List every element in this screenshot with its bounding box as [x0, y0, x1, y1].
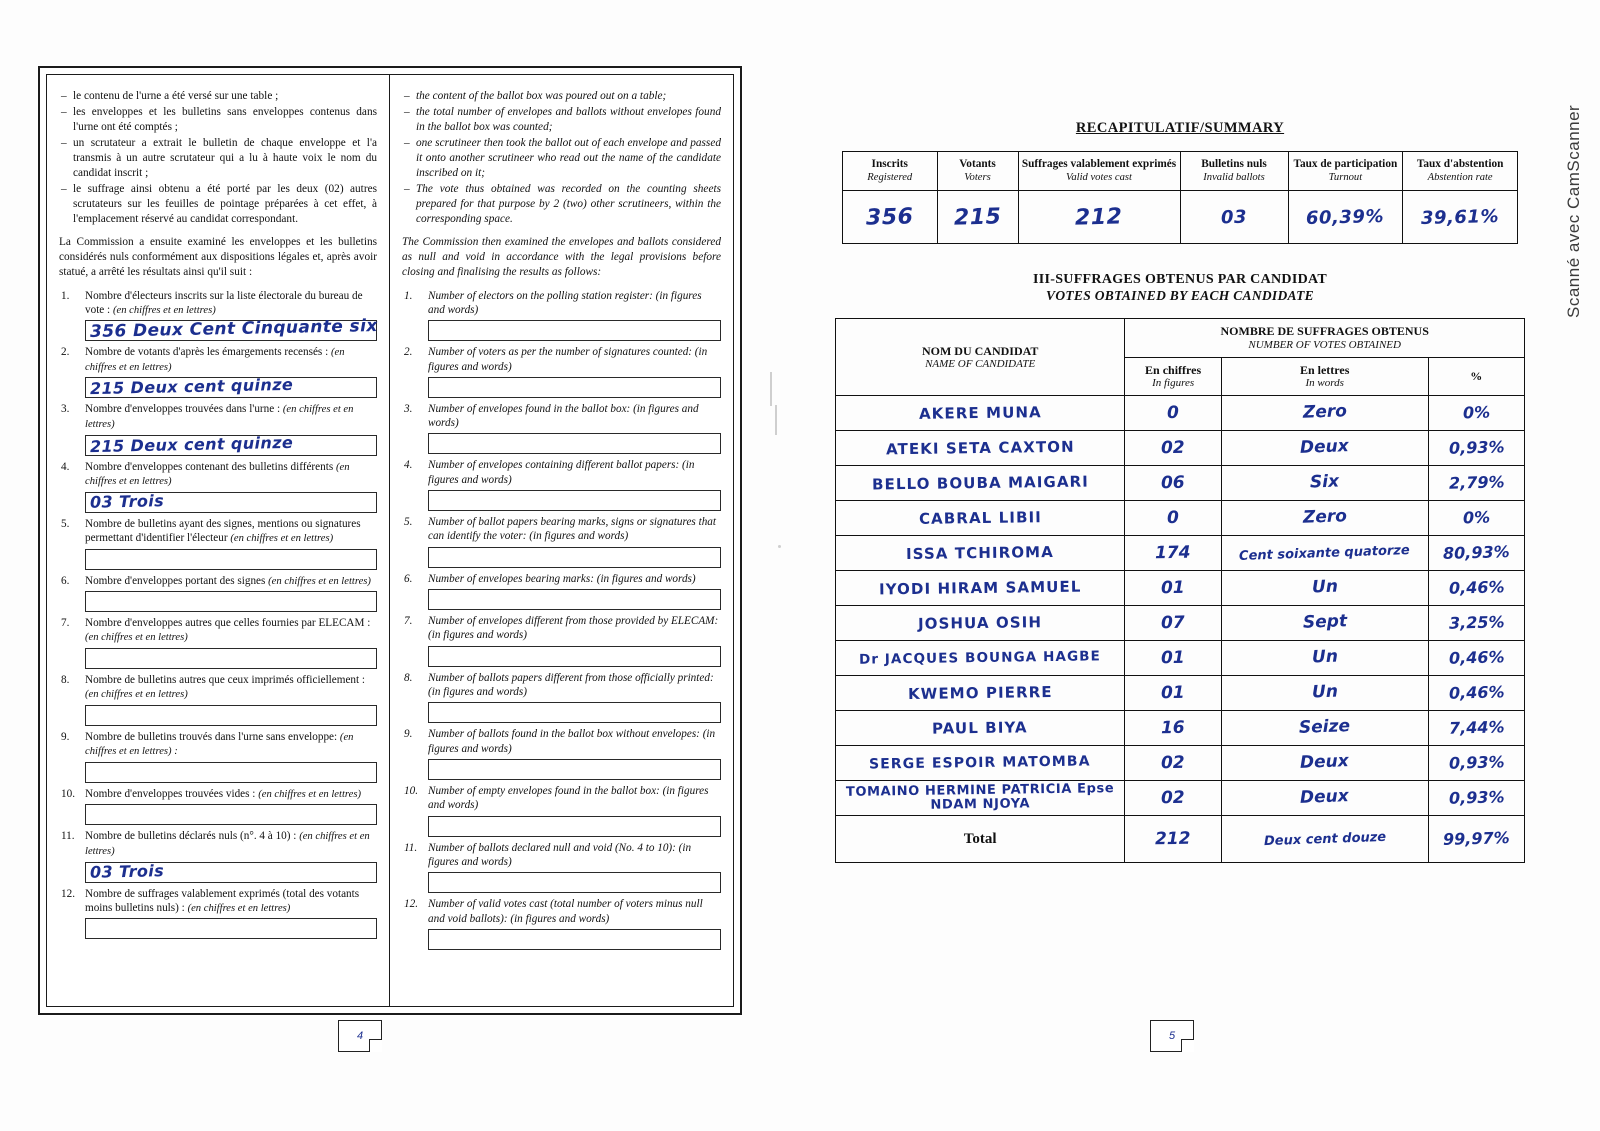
- summary-header-voters: Votants Voters: [937, 152, 1018, 191]
- form-item-label: Number of ballots papers different from those officially printed: (in figures and words): [428, 671, 714, 699]
- form-item-label: Number of envelopes different from those provided by ELECAM: (in figures and words): [428, 615, 719, 642]
- candidate-percent-cell: 0,46%: [1428, 641, 1524, 676]
- handwritten-answer: 356 Deux Cent Cinquante six: [89, 316, 378, 343]
- candidate-name-cell: ISSA TCHIROMA: [836, 536, 1125, 571]
- form-item-label: Nombre de bulletins ayant des signes, mentions ou signatures permettant d'identifier l'électeur: [85, 517, 361, 544]
- candidate-words-cell: Deux: [1221, 746, 1428, 781]
- list-item: – le suffrage ainsi obtenu a été porté par les deux (02) autres scrutateurs sur les feuilles de pointage préparées à cet effet, à l'emplacement réservé au candidat correspondant.: [59, 182, 377, 227]
- form-item-en-8: 8. Number of ballots papers different from those officially printed: (in figures and words): [402, 671, 721, 724]
- candidate-percent-cell: 7,44%: [1428, 711, 1524, 746]
- answer-field-en-11[interactable]: [428, 872, 721, 893]
- candidate-figures-cell: 02: [1125, 781, 1221, 816]
- answer-field-11[interactable]: [85, 862, 377, 883]
- total-figures-cell: 212: [1125, 816, 1221, 863]
- form-item-en-3: 3. Number of envelopes found in the ballot box: (in figures and words): [402, 402, 721, 455]
- form-item-en-10: 10. Number of empty envelopes found in the ballot box: (in figures and words): [402, 784, 721, 837]
- table-row: [836, 746, 1525, 781]
- form-item-label: Number of electors on the polling station register: (in figures and words): [428, 289, 702, 316]
- form-item-note: (en chiffres et en lettres): [85, 461, 350, 488]
- page-number-left: 4: [338, 1020, 382, 1052]
- candidate-percent-cell: 2,79%: [1428, 466, 1524, 501]
- form-item-label: Nombre de bulletins autres que ceux imprimés officiellement :: [85, 673, 366, 686]
- form-item-11: 11. Nombre de bulletins déclarés nuls (n°. 4 à 10) : (en chiffres et en lettres) 03 Trois: [59, 829, 377, 882]
- form-item-note: (en chiffres et en lettres): [230, 533, 334, 544]
- form-item-en-2: 2. Number of voters as per the number of signatures counted: (in figures and words): [402, 345, 721, 398]
- answer-field-en-10[interactable]: [428, 816, 721, 837]
- votes-table: [835, 318, 1525, 863]
- candidate-figures-cell: 174: [1125, 536, 1221, 571]
- candidate-name-cell: JOSHUA OSIH: [836, 606, 1125, 641]
- form-item-en-9: 9. Number of ballots found in the ballot box without envelopes: (in figures and words): [402, 727, 721, 780]
- summary-header-invalid-ballots: Bulletins nuls Invalid ballots: [1180, 152, 1288, 191]
- list-item: – one scrutineer then took the ballot out of each envelope and passed it onto another scrutineer who read out the name of the candidate inscribed on it;: [402, 136, 721, 181]
- form-item-en-6: 6. Number of envelopes bearing marks: (in figures and words): [402, 572, 721, 610]
- list-item: – le contenu de l'urne a été versé sur une table ;: [59, 89, 377, 104]
- form-item-label: Nombre d'enveloppes trouvées vides :: [85, 787, 259, 800]
- candidate-percent-cell: 0,93%: [1428, 746, 1524, 781]
- table-row: [836, 396, 1525, 431]
- summary-value-invalid-ballots: 03: [1180, 191, 1288, 244]
- form-item-label: Nombre d'électeurs inscrits sur la liste électorale du bureau de vote :: [85, 289, 363, 316]
- candidate-words-cell: Deux: [1221, 781, 1428, 816]
- list-item: – the total number of envelopes and ballots without envelopes found in the ballot box was counted;: [402, 105, 721, 135]
- form-item-label: Nombre d'enveloppes trouvées dans l'urne :: [85, 403, 283, 416]
- form-item-note: (en chiffres et en lettres): [268, 575, 371, 587]
- answer-field-en-2[interactable]: [428, 377, 721, 398]
- summary-header-registered: Inscrits Registered: [843, 152, 938, 191]
- form-item-label: Nombre de suffrages valablement exprimés (total des votants moins bulletins nuls) :: [85, 887, 360, 914]
- form-item-9: 9. Nombre de bulletins trouvés dans l'urne sans enveloppe: (en chiffres et en lettres) :: [59, 730, 377, 783]
- form-item-label: Number of ballots found in the ballot box without envelopes: (in figures and words): [428, 728, 716, 755]
- handwritten-answer: 03 Trois: [89, 490, 165, 512]
- table-row: [836, 431, 1525, 466]
- candidate-percent-cell: 0,46%: [1428, 676, 1524, 711]
- form-item-en-5: 5. Number of ballot papers bearing marks, signs or signatures that can identify the voter: (in figures and words): [402, 515, 721, 568]
- votes-header-percent: %: [1428, 357, 1524, 396]
- candidate-name-cell: AKERE MUNA: [836, 396, 1125, 431]
- candidate-name-cell: PAUL BIYA: [836, 711, 1125, 746]
- form-item-en-1: 1. Number of electors on the polling station register: (in figures and words): [402, 289, 721, 342]
- total-percent-cell: 99,97%: [1428, 816, 1524, 863]
- answer-field-en-6[interactable]: [428, 589, 721, 610]
- form-item-label: Number of envelopes containing different ballot papers: (in figures and words): [428, 459, 695, 486]
- answer-field-12[interactable]: [85, 918, 377, 939]
- form-item-note: (en chiffres et en lettres): [258, 788, 361, 800]
- candidate-words-cell: Zero: [1221, 501, 1428, 536]
- answer-field-en-1[interactable]: [428, 320, 721, 341]
- candidate-figures-cell: 01: [1125, 571, 1221, 606]
- candidate-name-cell: SERGE ESPOIR MATOMBA: [836, 746, 1125, 781]
- candidate-figures-cell: 02: [1125, 746, 1221, 781]
- table-row: [836, 711, 1525, 746]
- form-item-label: Number of empty envelopes found in the ballot box: (in figures and words): [428, 785, 709, 812]
- table-row: [836, 536, 1525, 571]
- handwritten-answer: 215 Deux cent quinze: [89, 375, 294, 399]
- form-item-label: Nombre d'enveloppes contenant des bulletins différents: [85, 460, 336, 473]
- answer-field-en-3[interactable]: [428, 433, 721, 454]
- candidate-percent-cell: 80,93%: [1428, 536, 1524, 571]
- summary-value-valid-votes: 212: [1018, 191, 1180, 244]
- candidate-name-cell: KWEMO PIERRE: [836, 676, 1125, 711]
- candidate-name-cell: BELLO BOUBA MAIGARI: [836, 466, 1125, 501]
- candidate-name-cell: TOMAINO HERMINE PATRICIA Epse NDAM NJOYA: [836, 781, 1125, 816]
- votes-header-figures: En chiffres In figures: [1125, 357, 1221, 396]
- form-item-6: 6. Nombre d'enveloppes portant des signes (en chiffres et en lettres): [59, 574, 377, 613]
- form-item-label: Number of ballot papers bearing marks, signs or signatures that can identify the voter: (in figures and words): [428, 516, 716, 543]
- answer-field-5[interactable]: [85, 549, 377, 570]
- form-item-label: Nombre d'enveloppes autres que celles fournies par ELECAM :: [85, 617, 371, 630]
- form-item-4: 4. Nombre d'enveloppes contenant des bulletins différents (en chiffres et en lettres) 03 Trois: [59, 460, 377, 513]
- answer-field-en-8[interactable]: [428, 702, 721, 723]
- summary-table: [842, 151, 1518, 244]
- form-item-10: 10. Nombre d'enveloppes trouvées vides : (en chiffres et en lettres): [59, 787, 377, 826]
- form-item-en-7: 7. Number of envelopes different from those provided by ELECAM: (in figures and words): [402, 614, 721, 667]
- recap-title: RECAPITULATIF/SUMMARY: [1075, 120, 1285, 136]
- answer-field-en-12[interactable]: [428, 929, 721, 950]
- summary-header-turnout: Taux de participation Turnout: [1288, 152, 1403, 191]
- answer-field-8[interactable]: [85, 705, 377, 726]
- form-item-label: Number of envelopes bearing marks: (in figures and words): [428, 572, 696, 585]
- french-numbered-items: [59, 289, 377, 940]
- table-row: [836, 501, 1525, 536]
- candidate-percent-cell: 0%: [1428, 396, 1524, 431]
- form-item-label: Number of ballots declared null and void (No. 4 to 10): (in figures and words): [428, 841, 692, 869]
- form-item-label: Nombre de bulletins déclarés nuls (n°. 4 à 10) :: [85, 830, 300, 843]
- candidate-words-cell: Un: [1221, 571, 1428, 606]
- candidate-percent-cell: 0,46%: [1428, 571, 1524, 606]
- candidate-words-cell: Sept: [1221, 606, 1428, 641]
- candidate-percent-cell: 0,93%: [1428, 431, 1524, 466]
- summary-value-abstention: 39,61%: [1403, 191, 1518, 244]
- candidate-name-cell: Dr JACQUES BOUNGA HAGBE: [836, 641, 1125, 676]
- answer-field-2[interactable]: [85, 377, 377, 398]
- summary-value-registered: 356: [843, 191, 938, 244]
- form-item-note: (en chiffres et en lettres): [187, 902, 291, 914]
- answer-field-en-7[interactable]: [428, 646, 721, 667]
- form-item-8: 8. Nombre de bulletins autres que ceux imprimés officiellement : (en chiffres et en lettres): [59, 673, 377, 726]
- form-item-1: 1. Nombre d'électeurs inscrits sur la liste électorale du bureau de vote : (en chiffres et en lettres) 356 Deux Cent Cinquante six: [61, 289, 378, 343]
- candidate-figures-cell: 02: [1125, 431, 1221, 466]
- form-item-label: Number of voters as per the number of signatures counted: (in figures and words): [428, 346, 708, 373]
- table-header-row-1: [836, 319, 1525, 358]
- french-column: [47, 75, 390, 1006]
- candidate-words-cell: Cent soixante quatorze: [1221, 536, 1428, 571]
- table-total-row: [836, 816, 1525, 863]
- candidate-figures-cell: 16: [1125, 711, 1221, 746]
- form-item-note: (en chiffres et en lettres): [85, 831, 370, 858]
- form-item-7: 7. Nombre d'enveloppes autres que celles fournies par ELECAM : (en chiffres et en lettres): [59, 616, 377, 669]
- french-intro-paragraph: La Commission a ensuite examiné les enveloppes et les bulletins considérés nuls conformément aux dispositions légales et, après avoir statué, a arrêté les résultats ainsi qu'il suit :: [59, 236, 377, 279]
- candidate-words-cell: Un: [1221, 641, 1428, 676]
- paper-fold-artifact: [775, 405, 777, 435]
- english-intro-paragraph: The Commission then examined the envelopes and ballots considered as null and void in accordance with the legal provisions before closing and finalising the results as follows:: [402, 236, 721, 279]
- candidate-percent-cell: 3,25%: [1428, 606, 1524, 641]
- total-label-cell: Total: [836, 816, 1125, 863]
- form-item-label: Nombre de bulletins trouvés dans l'urne sans enveloppe:: [85, 730, 340, 743]
- answer-field-1[interactable]: [85, 316, 378, 343]
- camscanner-watermark: Scanné avec CamScanner: [1564, 104, 1583, 318]
- candidate-name-cell: IYODI HIRAM SAMUEL: [836, 571, 1125, 606]
- candidate-figures-cell: 01: [1125, 641, 1221, 676]
- table-row: [836, 466, 1525, 501]
- candidate-words-cell: Seize: [1221, 711, 1428, 746]
- form-item-note: (en chiffres et en lettres) :: [85, 731, 354, 758]
- english-bullet-list: [402, 89, 721, 227]
- candidate-words-cell: Un: [1221, 676, 1428, 711]
- table-row: [836, 781, 1525, 816]
- form-item-label: Number of valid votes cast (total number of voters minus null and void ballots): (in figures and words): [428, 898, 703, 925]
- candidate-figures-cell: 06: [1125, 466, 1221, 501]
- form-item-note: (en chiffres et en lettres): [85, 347, 345, 373]
- table-row: [836, 606, 1525, 641]
- table-row: [836, 676, 1525, 711]
- answer-field-7[interactable]: [85, 648, 377, 669]
- form-item-en-4: 4. Number of envelopes containing different ballot papers: (in figures and words): [402, 458, 721, 511]
- form-item-note: (en chiffres et en lettres): [85, 689, 188, 701]
- votes-header-number-obtained: NOMBRE DE SUFFRAGES OBTENUS NUMBER OF VOTES OBTAINED: [1125, 319, 1525, 358]
- candidate-percent-cell: 0%: [1428, 501, 1524, 536]
- handwritten-answer: 03 Trois: [89, 860, 165, 882]
- form-item-note: (en chiffres et en lettres): [85, 404, 354, 431]
- french-bullet-list: [59, 89, 377, 227]
- right-results-sheet: [820, 120, 1540, 863]
- section-title: III-SUFFRAGES OBTENUS PAR CANDIDAT VOTES OBTAINED BY EACH CANDIDATE: [1033, 272, 1327, 304]
- answer-field-9[interactable]: [85, 762, 377, 783]
- answer-field-en-5[interactable]: [428, 547, 721, 568]
- answer-field-3[interactable]: [85, 432, 377, 456]
- form-item-5: 5. Nombre de bulletins ayant des signes, mentions ou signatures permettant d'identifier l'électeur (en chiffres et en lettres): [59, 517, 377, 570]
- list-item: – un scrutateur a extrait le bulletin de chaque enveloppe et l'a transmis à un autre scrutateur qui a lu à haute voix le nom du candidat inscrit ;: [59, 136, 377, 181]
- list-item: – the content of the ballot box was poured out on a table;: [402, 89, 721, 104]
- votes-header-candidate: NOM DU CANDIDAT NAME OF CANDIDATE: [836, 319, 1125, 396]
- summary-header-valid-votes: Suffrages valablement exprimés Valid votes cast: [1018, 152, 1180, 191]
- candidate-figures-cell: 0: [1125, 501, 1221, 536]
- form-item-3: 3. Nombre d'enveloppes trouvées dans l'urne : (en chiffres et en lettres) 215 Deux cent quinze: [59, 402, 377, 455]
- summary-value-voters: 215: [937, 191, 1018, 244]
- english-numbered-items: [402, 289, 721, 951]
- english-column: [390, 75, 733, 1006]
- page-number-right: 5: [1150, 1020, 1194, 1052]
- form-item-en-11: 11. Number of ballots declared null and void (No. 4 to 10): (in figures and words): [402, 841, 721, 894]
- candidate-name-cell: CABRAL LIBII: [836, 501, 1125, 536]
- candidate-figures-cell: 07: [1125, 606, 1221, 641]
- answer-field-en-4[interactable]: [428, 490, 721, 511]
- handwritten-answer: 215 Deux cent quinze: [89, 432, 294, 456]
- summary-value-turnout: 60,39%: [1288, 191, 1403, 244]
- answer-field-6[interactable]: [85, 591, 377, 612]
- table-row: [836, 571, 1525, 606]
- form-item-2: 2. Nombre de votants d'après les émargements recensés : (en chiffres et en lettres) 215 Deux cent quinze: [59, 345, 377, 398]
- form-item-label: Number of envelopes found in the ballot box: (in figures and words): [428, 402, 699, 430]
- table-row: [843, 191, 1518, 244]
- candidate-percent-cell: 0,93%: [1428, 781, 1524, 816]
- paper-speck-artifact: [778, 545, 781, 548]
- answer-field-en-9[interactable]: [428, 759, 721, 780]
- form-item-note: (en chiffres et en lettres): [85, 632, 188, 644]
- answer-field-4[interactable]: [85, 492, 377, 513]
- answer-field-10[interactable]: [85, 804, 377, 825]
- table-row: [836, 641, 1525, 676]
- form-item-label: Nombre d'enveloppes portant des signes: [85, 574, 269, 587]
- form-item-12: 12. Nombre de suffrages valablement exprimés (total des votants moins bulletins nuls) : (en chiffres et en lettres): [59, 887, 377, 940]
- form-item-label: Nombre de votants d'après les émargements recensés :: [85, 346, 331, 359]
- list-item: – The vote thus obtained was recorded on the counting sheets prepared for that purpose by 2 (two) other scrutineers, within the corresponding space.: [402, 182, 721, 227]
- votes-header-words: En lettres In words: [1221, 357, 1428, 396]
- candidate-figures-cell: 01: [1125, 676, 1221, 711]
- candidate-figures-cell: 0: [1125, 396, 1221, 431]
- table-header-row: [843, 152, 1518, 191]
- candidate-words-cell: Deux: [1221, 431, 1428, 466]
- summary-header-abstention: Taux d'abstention Abstention rate: [1403, 152, 1518, 191]
- form-item-en-12: 12. Number of valid votes cast (total number of voters minus null and void ballots): (in figures and words): [402, 897, 721, 950]
- candidate-words-cell: Six: [1221, 466, 1428, 501]
- paper-fold-artifact: [770, 372, 772, 406]
- form-item-note: (en chiffres et en lettres): [112, 304, 216, 316]
- candidate-words-cell: Zero: [1221, 396, 1428, 431]
- candidate-name-cell: ATEKI SETA CAXTON: [836, 431, 1125, 466]
- list-item: – les enveloppes et les bulletins sans enveloppes contenus dans l'urne ont été comptés ;: [59, 105, 377, 135]
- left-form-sheet: [38, 66, 742, 1015]
- total-words-cell: Deux cent douze: [1221, 816, 1428, 863]
